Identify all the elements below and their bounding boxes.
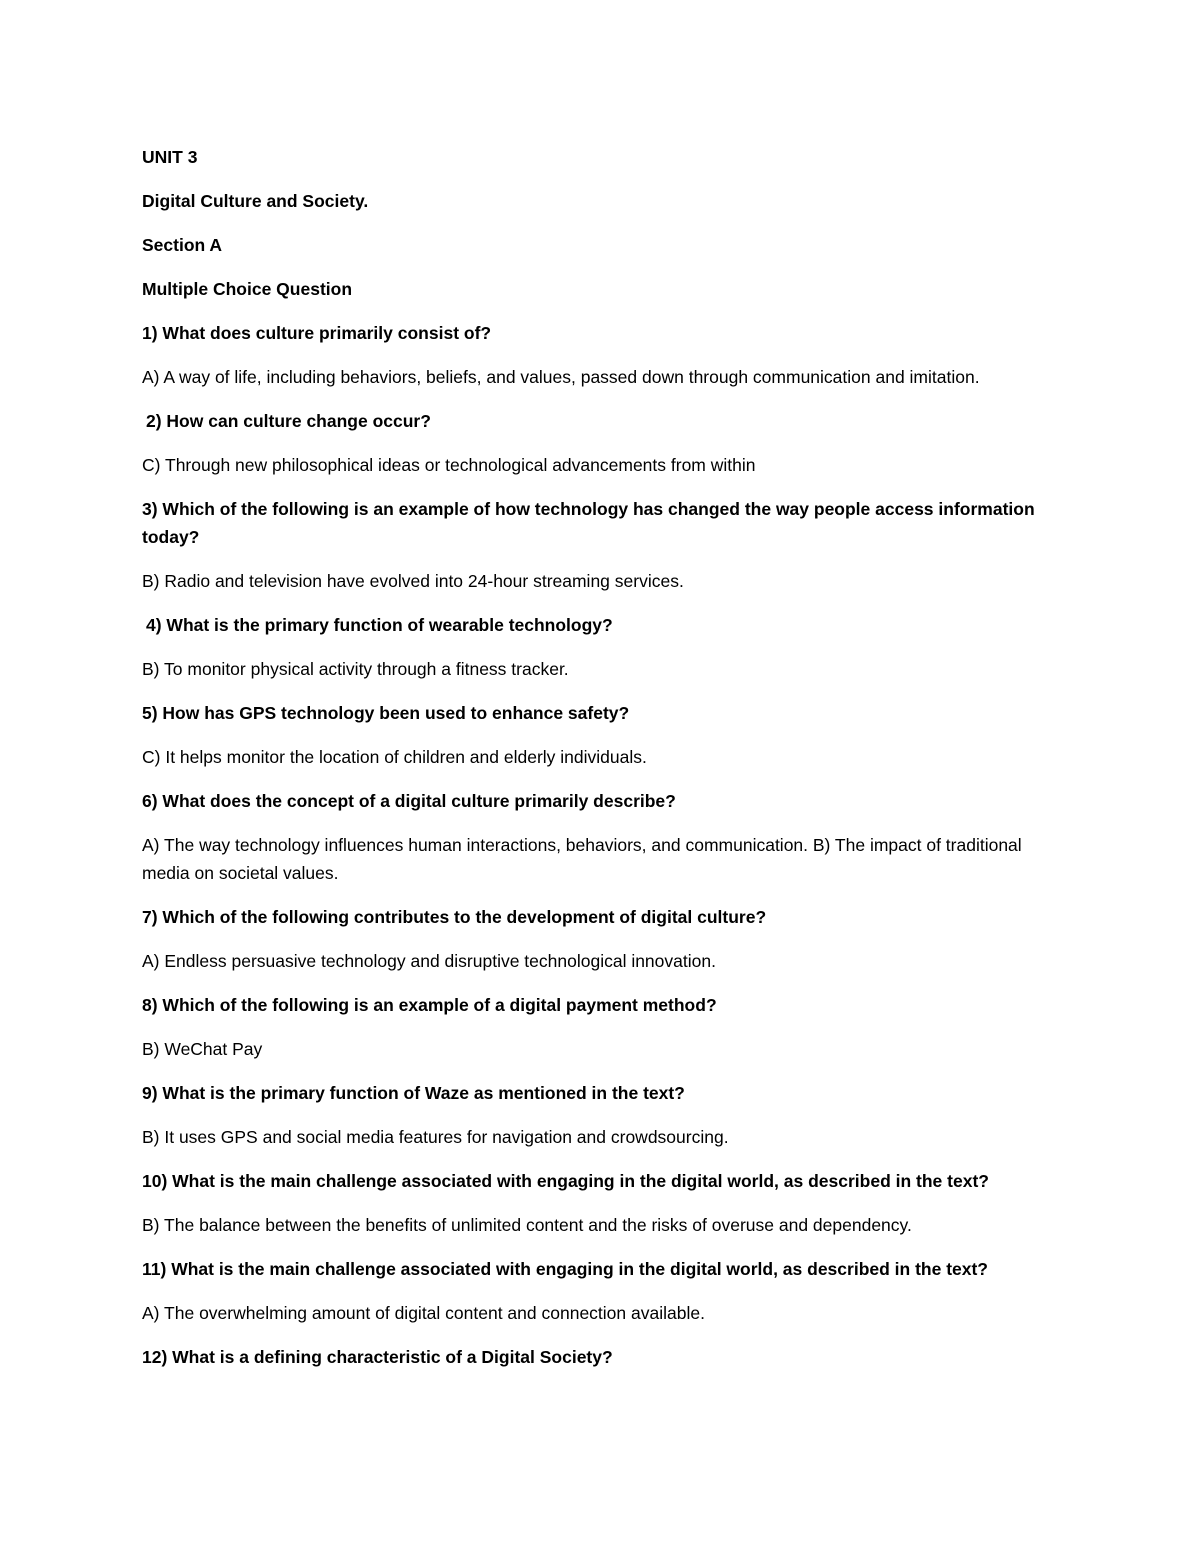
subsection-heading: Multiple Choice Question <box>142 279 353 299</box>
section-heading: Section A <box>142 235 223 255</box>
question-8: 8) Which of the following is an example of a digital payment method? <box>142 995 717 1015</box>
answer-8: B) WeChat Pay <box>142 1039 263 1059</box>
question-6: 6) What does the concept of a digital culture primarily describe? <box>142 791 676 811</box>
answer-1: A) A way of life, including behaviors, beliefs, and values, passed down through communication and imitation. <box>142 367 980 387</box>
answer-4: B) To monitor physical activity through a fitness tracker. <box>142 659 569 679</box>
question-1: 1) What does culture primarily consist of? <box>142 323 492 343</box>
answer-5: C) It helps monitor the location of children and elderly individuals. <box>142 747 647 767</box>
answer-3: B) Radio and television have evolved into 24-hour streaming services. <box>142 571 684 591</box>
question-2: 2) How can culture change occur? <box>146 411 431 431</box>
answer-6: A) The way technology influences human interactions, behaviors, and communication. B) The impact of traditional media on societal values. <box>142 835 1027 883</box>
unit-heading: UNIT 3 <box>142 147 198 167</box>
question-9: 9) What is the primary function of Waze as mentioned in the text? <box>142 1083 685 1103</box>
document-title: Digital Culture and Society. <box>142 191 369 211</box>
question-11: 11) What is the main challenge associated with engaging in the digital world, as described in the text? <box>142 1259 988 1279</box>
question-10: 10) What is the main challenge associated with engaging in the digital world, as described in the text? <box>142 1171 989 1191</box>
answer-9: B) It uses GPS and social media features for navigation and crowdsourcing. <box>142 1127 729 1147</box>
answer-10: B) The balance between the benefits of unlimited content and the risks of overuse and dependency. <box>142 1215 912 1235</box>
question-4: 4) What is the primary function of wearable technology? <box>146 615 613 635</box>
question-7: 7) Which of the following contributes to the development of digital culture? <box>142 907 767 927</box>
question-5: 5) How has GPS technology been used to enhance safety? <box>142 703 630 723</box>
question-3: 3) Which of the following is an example of how technology has changed the way people access information today? <box>142 499 1040 547</box>
question-12: 12) What is a defining characteristic of a Digital Society? <box>142 1347 613 1367</box>
document-body <box>142 143 1062 1387</box>
answer-2: C) Through new philosophical ideas or technological advancements from within <box>142 455 756 475</box>
answer-11: A) The overwhelming amount of digital content and connection available. <box>142 1303 705 1323</box>
answer-7: A) Endless persuasive technology and disruptive technological innovation. <box>142 951 716 971</box>
